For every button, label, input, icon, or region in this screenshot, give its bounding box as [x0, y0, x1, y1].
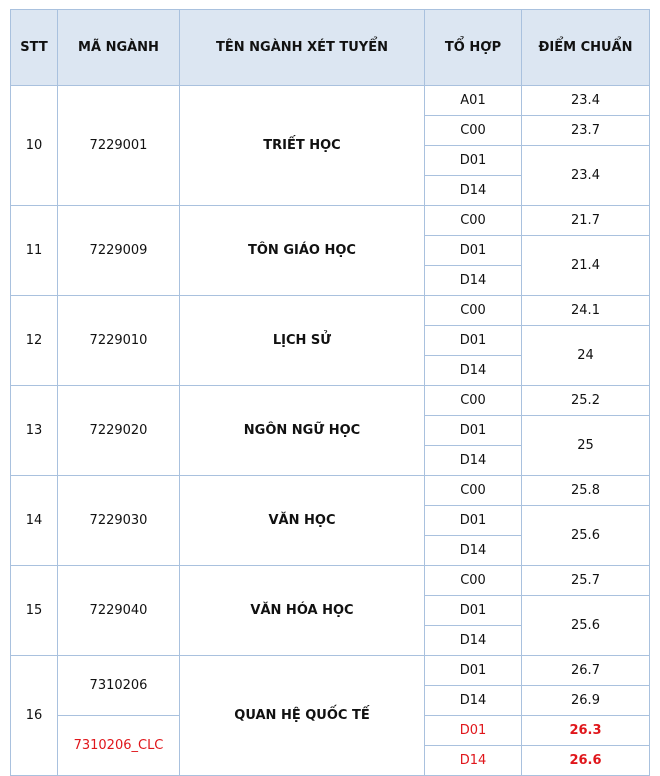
admission-score-table [10, 9, 650, 776]
major-name-cell: TRIẾT HỌC [180, 86, 425, 206]
stt-cell: 15 [11, 566, 58, 656]
header-name: TÊN NGÀNH XÉT TUYỂN [180, 10, 425, 86]
code-clc-cell: 7310206_CLC [58, 716, 180, 776]
score-cell: 25.7 [522, 566, 650, 596]
score-cell: 21.4 [522, 236, 650, 296]
stt-cell: 16 [11, 656, 58, 776]
header-score: ĐIỂM CHUẨN [522, 10, 650, 86]
combo-cell: C00 [425, 386, 522, 416]
combo-cell: C00 [425, 116, 522, 146]
score-cell: 25.2 [522, 386, 650, 416]
code-cell: 7229001 [58, 86, 180, 206]
table-row [11, 86, 650, 116]
combo-cell: D14 [425, 536, 522, 566]
combo-cell: C00 [425, 296, 522, 326]
code-cell: 7229010 [58, 296, 180, 386]
combo-cell: C00 [425, 476, 522, 506]
code-cell: 7229009 [58, 206, 180, 296]
combo-cell: D14 [425, 626, 522, 656]
score-cell: 23.7 [522, 116, 650, 146]
code-cell: 7229030 [58, 476, 180, 566]
header-combo: TỔ HỢP [425, 10, 522, 86]
stt-cell: 13 [11, 386, 58, 476]
score-cell: 21.7 [522, 206, 650, 236]
header-code: MÃ NGÀNH [58, 10, 180, 86]
combo-cell: C00 [425, 566, 522, 596]
code-cell: 7310206 [58, 656, 180, 716]
score-cell-clc: 26.6 [522, 746, 650, 776]
combo-cell: A01 [425, 86, 522, 116]
score-cell: 26.7 [522, 656, 650, 686]
combo-cell: D14 [425, 446, 522, 476]
code-cell: 7229040 [58, 566, 180, 656]
table-row [11, 296, 650, 326]
score-cell: 24.1 [522, 296, 650, 326]
code-cell: 7229020 [58, 386, 180, 476]
combo-cell: D14 [425, 686, 522, 716]
combo-cell: C00 [425, 206, 522, 236]
table-row [11, 656, 650, 686]
table-row [11, 206, 650, 236]
score-cell: 24 [522, 326, 650, 386]
major-name-cell: VĂN HỌC [180, 476, 425, 566]
stt-cell: 11 [11, 206, 58, 296]
combo-cell: D14 [425, 266, 522, 296]
score-cell: 23.4 [522, 86, 650, 116]
major-name-cell: LỊCH SỬ [180, 296, 425, 386]
score-cell: 25 [522, 416, 650, 476]
table-row [11, 476, 650, 506]
combo-cell: D01 [425, 146, 522, 176]
score-cell: 25.6 [522, 506, 650, 566]
score-cell: 25.6 [522, 596, 650, 656]
major-name-cell: NGÔN NGỮ HỌC [180, 386, 425, 476]
score-cell: 26.9 [522, 686, 650, 716]
combo-cell: D14 [425, 176, 522, 206]
major-name-cell: QUAN HỆ QUỐC TẾ [180, 656, 425, 776]
major-name-cell: VĂN HÓA HỌC [180, 566, 425, 656]
combo-cell: D01 [425, 506, 522, 536]
table-row [11, 386, 650, 416]
combo-cell: D01 [425, 656, 522, 686]
stt-cell: 12 [11, 296, 58, 386]
combo-cell-clc: D01 [425, 716, 522, 746]
combo-cell: D01 [425, 596, 522, 626]
header-stt: STT [11, 10, 58, 86]
score-cell: 23.4 [522, 146, 650, 206]
stt-cell: 10 [11, 86, 58, 206]
major-name-cell: TÔN GIÁO HỌC [180, 206, 425, 296]
combo-cell: D01 [425, 326, 522, 356]
combo-cell-clc: D14 [425, 746, 522, 776]
table-row [11, 566, 650, 596]
combo-cell: D01 [425, 236, 522, 266]
score-cell-clc: 26.3 [522, 716, 650, 746]
combo-cell: D01 [425, 416, 522, 446]
combo-cell: D14 [425, 356, 522, 386]
score-cell: 25.8 [522, 476, 650, 506]
admission-score-table-container [10, 9, 650, 776]
stt-cell: 14 [11, 476, 58, 566]
